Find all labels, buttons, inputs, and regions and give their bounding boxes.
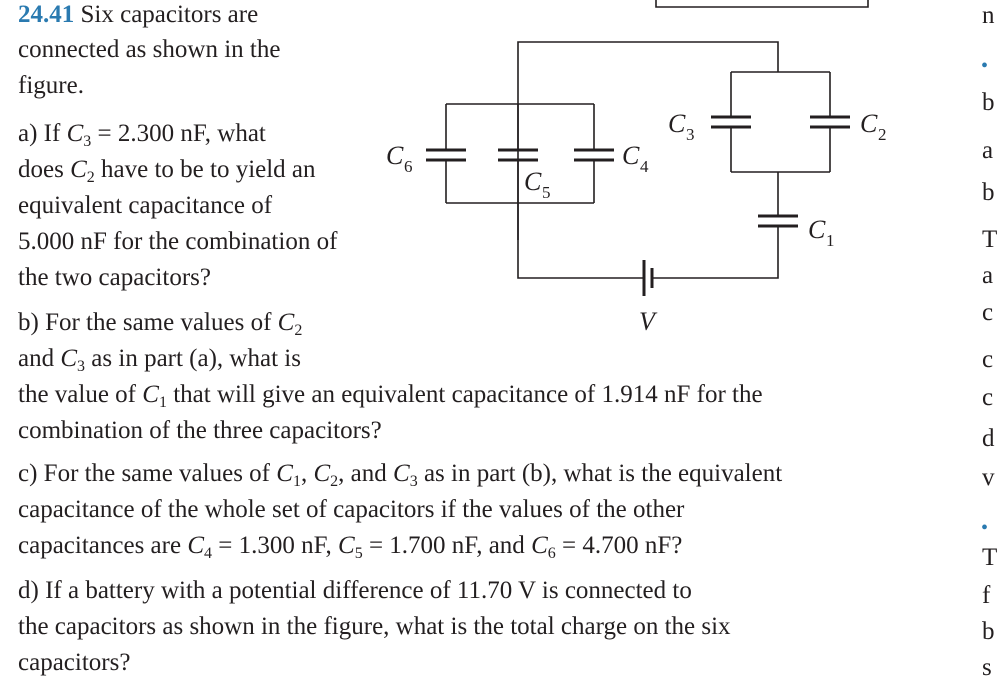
- battery-icon: [644, 260, 652, 296]
- part-a-line5: the two capacitors?: [18, 264, 211, 291]
- right-frag-14: s: [982, 654, 992, 681]
- capacitor-c4-icon: [574, 150, 614, 160]
- part-b-line2: and $C_3$ as in part (a), what is: [18, 345, 301, 375]
- part-c-line3: capacitances are $C_4 = 1.300$ nF, $C_5 = 1.700$ nF, and $C_6 = 4.700$ nF?: [18, 532, 683, 562]
- part-a-line2: does $C_2$ have to be to yield an: [18, 156, 316, 186]
- right-frag-13: b: [982, 618, 995, 645]
- label-battery-v: V: [639, 307, 655, 336]
- part-d-line2: the capacitors as shown in the figure, what is the total charge on the six: [18, 613, 731, 640]
- problem-intro-line3: figure.: [18, 72, 84, 99]
- capacitor-c6-icon: [426, 150, 466, 160]
- part-a-line1: a) If $C_3 = 2.300$ nF, what: [18, 120, 266, 150]
- right-frag-0: n: [982, 2, 995, 29]
- right-frag-5: a: [982, 262, 994, 289]
- right-frag-12: f: [982, 582, 991, 609]
- bullet-icon-2: •: [981, 517, 989, 539]
- label-c5: [524, 167, 551, 202]
- right-frag-9: d: [982, 425, 995, 452]
- right-frag-8: c: [982, 384, 994, 411]
- part-d-line3: capacitors?: [18, 649, 131, 676]
- svg-text:3: 3: [686, 125, 695, 144]
- wire-top: [518, 42, 778, 104]
- capacitor-c2-icon: [810, 117, 850, 127]
- svg-text:4: 4: [640, 157, 649, 176]
- part-b-line4: combination of the three capacitors?: [18, 417, 382, 444]
- svg-text:2: 2: [878, 125, 887, 144]
- right-frag-6: c: [982, 299, 994, 326]
- part-a-line4: 5.000 nF for the combination of: [18, 228, 338, 255]
- svg-text:C: C: [668, 109, 686, 138]
- svg-text:C: C: [622, 141, 640, 170]
- label-c6: [386, 141, 413, 176]
- label-c4: [622, 141, 649, 176]
- label-c1: [808, 215, 835, 250]
- capacitor-c1-icon: [758, 216, 798, 226]
- part-b-line3: the value of $C_1$ that will give an equivalent capacitance of 1.914 nF for the: [18, 381, 763, 411]
- svg-text:C: C: [524, 167, 542, 196]
- label-c3: [668, 109, 695, 144]
- svg-text:1: 1: [826, 231, 835, 250]
- svg-text:6: 6: [404, 157, 413, 176]
- problem-intro-line1: 24.41 Six capacitors are: [18, 1, 259, 28]
- part-a-line3: equivalent capacitance of: [18, 192, 273, 219]
- right-frag-1: b: [982, 89, 995, 116]
- part-d-line1: d) If a battery with a potential difference of 11.70 V is connected to: [18, 577, 692, 604]
- part-c-line2: capacitance of the whole set of capacitors if the values of the other: [18, 496, 685, 523]
- right-frag-11: T: [982, 544, 997, 571]
- svg-text:C: C: [808, 215, 826, 244]
- right-frag-7: c: [982, 346, 994, 373]
- right-frag-10: v: [982, 464, 995, 491]
- svg-text:C: C: [386, 141, 404, 170]
- previous-figure-box-edge: [656, 0, 868, 7]
- right-frag-2: a: [982, 137, 994, 164]
- capacitor-c3-icon: [711, 117, 751, 127]
- right-frag-3: b: [982, 179, 995, 206]
- part-c-line1: c) For the same values of $C_1$, $C_2$, and $C_3$ as in part (b), what is the equivalent: [18, 460, 783, 490]
- label-c2: [860, 109, 887, 144]
- part-b-line1: b) For the same values of $C_2$: [18, 309, 303, 339]
- right-frag-4: T: [982, 226, 997, 253]
- svg-text:C: C: [860, 109, 878, 138]
- problem-intro-line2: connected as shown in the: [18, 36, 281, 63]
- problem-number: 24.41: [18, 1, 75, 28]
- svg-text:5: 5: [542, 183, 551, 202]
- bullet-icon: •: [981, 55, 989, 77]
- wire-bottom-right: [653, 240, 778, 278]
